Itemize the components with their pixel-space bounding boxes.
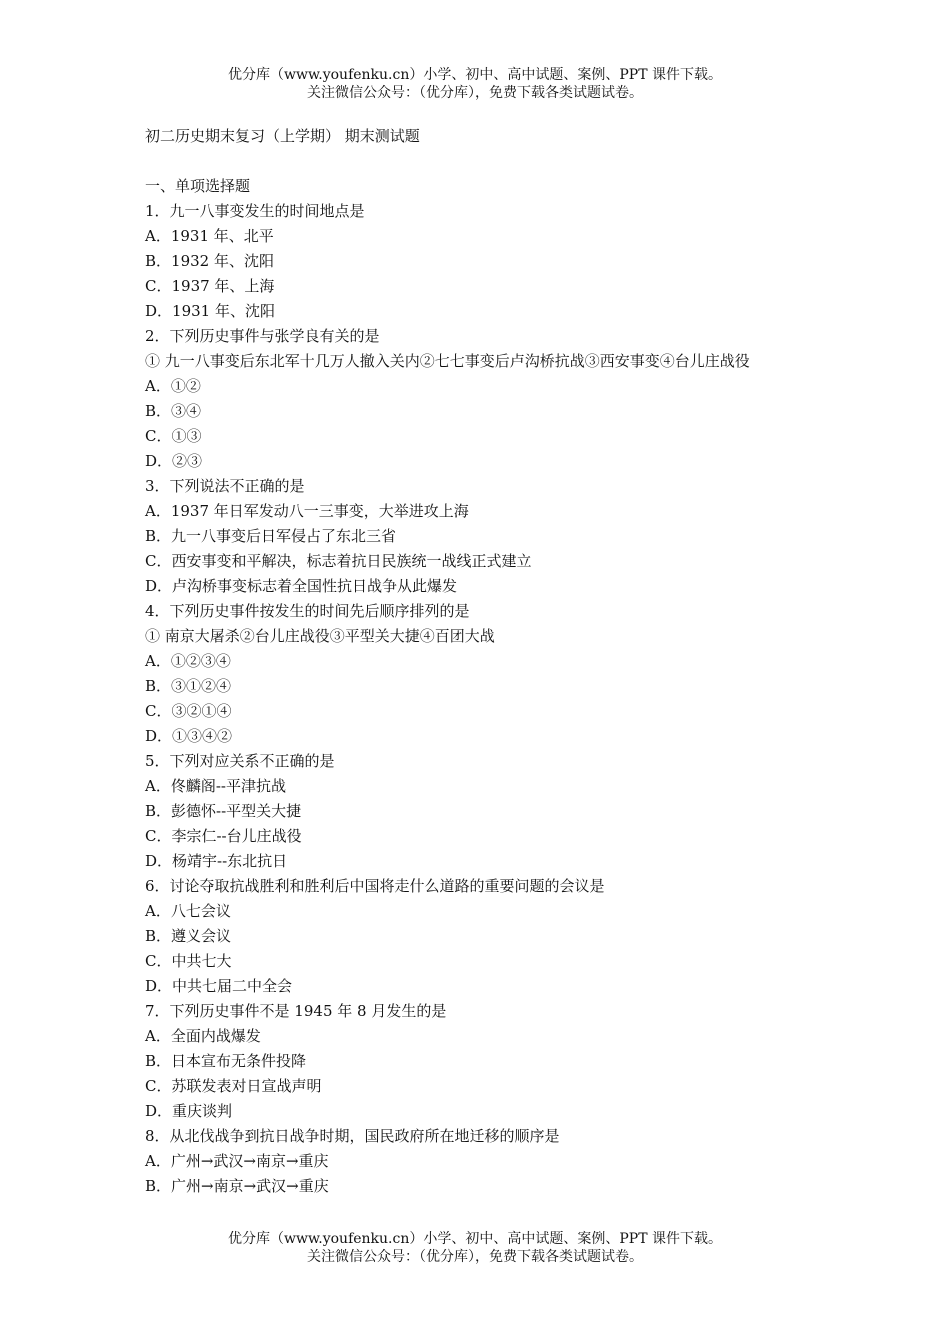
option-d: D．卢沟桥事变标志着全国性抗日战争从此爆发 <box>145 577 458 595</box>
option-d: D．杨靖宇--东北抗日 <box>145 852 288 870</box>
option-a: A．全面内战爆发 <box>145 1027 261 1045</box>
option-d: D．②③ <box>145 452 203 470</box>
option-b: B．1932 年、沈阳 <box>145 252 274 270</box>
option-b: B．彭德怀--平型关大捷 <box>145 802 302 820</box>
footer-banner <box>0 1230 950 1266</box>
option-a: A．①②③④ <box>145 652 231 670</box>
option-d: D．①③④② <box>145 727 233 745</box>
option-d: D．1931 年、沈阳 <box>145 302 275 320</box>
question-2 <box>145 324 815 474</box>
question-stem: 3．下列说法不正确的是 <box>145 477 305 495</box>
question-1 <box>145 199 815 324</box>
option-a: A．佟麟阁--平津抗战 <box>145 777 286 795</box>
option-b: B．九一八事变后日军侵占了东北三省 <box>145 527 397 545</box>
question-stem: 2．下列历史事件与张学良有关的是 <box>145 327 380 345</box>
question-stem: 6．讨论夺取抗战胜利和胜利后中国将走什么道路的重要问题的会议是 <box>145 877 605 895</box>
section-heading: 一、单项选择题 <box>145 177 251 195</box>
question-stem: 8．从北伐战争到抗日战争时期，国民政府所在地迁移的顺序是 <box>145 1127 560 1145</box>
question-stem: 1．九一八事变发生的时间地点是 <box>145 202 365 220</box>
question-3 <box>145 474 815 599</box>
header-banner-line-1: 优分库（www.youfenku.cn）小学、初中、高中试题、案例、PPT 课件下载。 <box>227 67 722 83</box>
question-stem: 4．下列历史事件按发生的时间先后顺序排列的是 <box>145 602 470 620</box>
option-c: C．李宗仁--台儿庄战役 <box>145 827 302 845</box>
blank-line <box>145 149 815 174</box>
option-b: B．日本宣布无条件投降 <box>145 1052 307 1070</box>
question-6 <box>145 874 815 999</box>
option-c: C．1937 年、上海 <box>145 277 275 295</box>
option-c: C．西安事变和平解决，标志着抗日民族统一战线正式建立 <box>145 552 532 570</box>
option-a: A．1937 年日军发动八一三事变，大举进攻上海 <box>145 502 469 520</box>
option-c: C．苏联发表对日宣战声明 <box>145 1077 322 1095</box>
option-a: A．1931 年、北平 <box>145 227 274 245</box>
option-a: A．①② <box>145 377 201 395</box>
header-banner <box>0 66 950 102</box>
option-c: C．①③ <box>145 427 202 445</box>
question-5 <box>145 749 815 874</box>
option-b: B．③④ <box>145 402 202 420</box>
option-d: D．重庆谈判 <box>145 1102 233 1120</box>
document-title: 初二历史期末复习（上学期） 期末测试题 <box>145 127 420 145</box>
question-7 <box>145 999 815 1124</box>
option-b: B．广州→南京→武汉→重庆 <box>145 1177 329 1195</box>
question-statement: ① 九一八事变后东北军十几万人撤入关内②七七事变后卢沟桥抗战③西安事变④台儿庄战役 <box>145 352 750 370</box>
option-c: C．中共七大 <box>145 952 232 970</box>
question-statement: ① 南京大屠杀②台儿庄战役③平型关大捷④百团大战 <box>145 627 495 645</box>
option-b: B．③①②④ <box>145 677 232 695</box>
header-banner-line-2: 关注微信公众号：（优分库），免费下载各类试题试卷。 <box>307 85 643 101</box>
question-stem: 7．下列历史事件不是 1945 年 8 月发生的是 <box>145 1002 447 1020</box>
option-c: C．③②①④ <box>145 702 232 720</box>
option-a: A．八七会议 <box>145 902 231 920</box>
option-d: D．中共七届二中全会 <box>145 977 293 995</box>
footer-banner-line-2: 关注微信公众号：（优分库），免费下载各类试题试卷。 <box>307 1249 643 1265</box>
option-a: A．广州→武汉→南京→重庆 <box>145 1152 329 1170</box>
question-8 <box>145 1124 815 1199</box>
option-b: B．遵义会议 <box>145 927 232 945</box>
document-body <box>145 124 815 1199</box>
question-stem: 5．下列对应关系不正确的是 <box>145 752 335 770</box>
footer-banner-line-1: 优分库（www.youfenku.cn）小学、初中、高中试题、案例、PPT 课件下载。 <box>227 1231 722 1247</box>
question-4 <box>145 599 815 749</box>
